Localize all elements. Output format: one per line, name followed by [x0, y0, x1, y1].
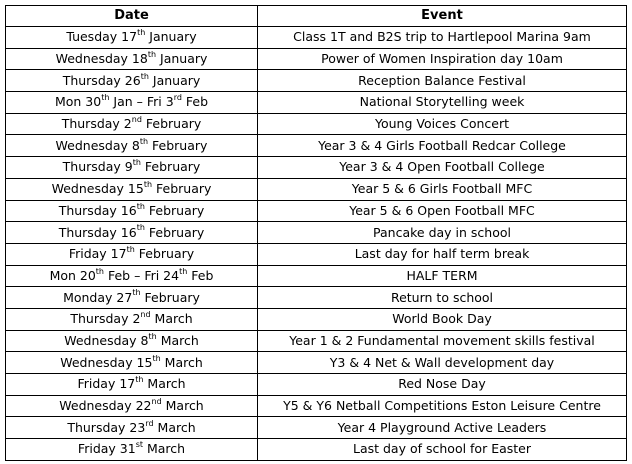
table-row — [6, 352, 627, 374]
table-row — [6, 417, 627, 439]
date-cell — [6, 27, 258, 49]
event-cell: National Storytelling week — [258, 92, 627, 114]
header-row — [6, 6, 627, 27]
event-cell: Year 1 & 2 Fundamental movement skills festival — [258, 330, 627, 352]
event-cell: Pancake day in school — [258, 222, 627, 244]
date-ordinal-suffix: th — [143, 180, 153, 189]
table-row — [6, 178, 627, 200]
date-text: March — [143, 441, 186, 457]
table-row — [6, 222, 627, 244]
date-text: Jan – Fri 3 — [109, 94, 174, 110]
date-text: Thursday 16 — [58, 224, 137, 240]
date-text: January — [156, 51, 208, 67]
date-ordinal-suffix: th — [139, 136, 149, 146]
event-column-header: Event — [258, 6, 627, 27]
table-row — [6, 135, 627, 157]
table-row — [6, 200, 627, 222]
date-ordinal-suffix: nd — [151, 396, 162, 406]
table-row — [6, 330, 627, 352]
event-cell: Red Nose Day — [258, 374, 627, 396]
date-text: Wednesday 15 — [51, 181, 144, 197]
event-cell: Young Voices Concert — [258, 113, 627, 135]
date-text: Thursday 23 — [67, 419, 146, 435]
date-text: Mon 20 — [49, 267, 96, 283]
date-text: March — [153, 419, 196, 435]
events-table — [5, 5, 627, 461]
date-text: Thursday 2 — [70, 311, 141, 327]
date-cell — [6, 48, 258, 70]
date-ordinal-suffix: th — [135, 375, 144, 385]
table-row — [6, 92, 627, 114]
table-row — [6, 27, 627, 49]
date-text: March — [161, 398, 204, 414]
date-cell — [6, 135, 258, 157]
date-text: February — [144, 202, 205, 218]
date-ordinal-suffix: th — [137, 28, 146, 38]
date-cell — [6, 417, 258, 439]
date-cell — [6, 395, 258, 417]
date-ordinal-suffix: th — [95, 266, 105, 276]
event-cell: Y5 & Y6 Netball Competitions Eston Leisure Centre — [258, 395, 627, 417]
date-cell — [6, 222, 258, 244]
table-row — [6, 113, 627, 135]
date-cell — [6, 330, 258, 352]
date-ordinal-suffix: nd — [131, 114, 142, 124]
date-ordinal-suffix: th — [101, 93, 110, 103]
date-text: February — [148, 137, 208, 153]
date-cell — [6, 439, 258, 461]
event-cell: Year 3 & 4 Open Football College — [258, 157, 627, 179]
date-text: Feb — [181, 94, 209, 110]
date-cell — [6, 243, 258, 265]
table-row — [6, 308, 627, 330]
date-ordinal-suffix: th — [132, 288, 141, 298]
event-cell: Last day of school for Easter — [258, 439, 627, 461]
event-cell: Y3 & 4 Net & Wall development day — [258, 352, 627, 374]
date-cell — [6, 374, 258, 396]
table-row — [6, 70, 627, 92]
event-cell: World Book Day — [258, 308, 627, 330]
date-ordinal-suffix: rd — [173, 93, 182, 103]
date-text: Feb – Fri 24 — [104, 267, 180, 283]
event-cell: Reception Balance Festival — [258, 70, 627, 92]
table-row — [6, 265, 627, 287]
date-text: Friday 17 — [77, 376, 136, 392]
date-text: March — [160, 354, 203, 370]
date-text: Thursday 2 — [61, 116, 132, 132]
date-cell — [6, 70, 258, 92]
date-ordinal-suffix: st — [135, 440, 143, 450]
table-row — [6, 287, 627, 309]
date-text: Friday 31 — [77, 441, 136, 457]
event-cell: Last day for half term break — [258, 243, 627, 265]
date-text: Thursday 26 — [62, 72, 141, 88]
event-cell: Year 3 & 4 Girls Football Redcar College — [258, 135, 627, 157]
event-cell: Power of Women Inspiration day 10am — [258, 48, 627, 70]
date-text: Friday 17 — [68, 246, 127, 262]
event-cell: Year 5 & 6 Girls Football MFC — [258, 178, 627, 200]
date-text: February — [141, 116, 202, 132]
date-cell — [6, 352, 258, 374]
date-ordinal-suffix: th — [132, 158, 141, 168]
date-text: March — [143, 376, 186, 392]
event-cell: Year 4 Playground Active Leaders — [258, 417, 627, 439]
date-cell — [6, 113, 258, 135]
date-ordinal-suffix: th — [136, 201, 145, 211]
date-ordinal-suffix: th — [152, 353, 161, 363]
date-ordinal-suffix: nd — [140, 310, 151, 320]
date-text: January — [145, 29, 197, 45]
date-text: Wednesday 8 — [64, 332, 149, 348]
date-text: Thursday 9 — [62, 159, 133, 175]
table-row — [6, 157, 627, 179]
date-text: Monday 27 — [63, 289, 133, 305]
table-row — [6, 243, 627, 265]
date-text: February — [140, 159, 201, 175]
event-cell: Return to school — [258, 287, 627, 309]
date-text: February — [152, 181, 212, 197]
date-text: Tuesday 17 — [66, 29, 138, 45]
date-text: March — [150, 311, 193, 327]
table-row — [6, 439, 627, 461]
date-cell — [6, 287, 258, 309]
date-text: February — [140, 289, 200, 305]
date-cell — [6, 157, 258, 179]
date-text: Wednesday 22 — [59, 398, 152, 414]
date-ordinal-suffix: th — [147, 49, 157, 59]
date-text: February — [144, 224, 205, 240]
date-ordinal-suffix: th — [140, 71, 149, 81]
date-text: Mon 30 — [54, 94, 102, 110]
date-ordinal-suffix: th — [136, 223, 145, 233]
date-text: Wednesday 8 — [55, 137, 140, 153]
date-cell — [6, 308, 258, 330]
event-cell: Class 1T and B2S trip to Hartlepool Marina 9am — [258, 27, 627, 49]
date-text: Feb — [187, 267, 214, 283]
date-ordinal-suffix: th — [148, 331, 157, 341]
date-column-header: Date — [6, 6, 258, 27]
date-cell — [6, 92, 258, 114]
table-row — [6, 374, 627, 396]
date-text: Thursday 16 — [58, 202, 137, 218]
date-ordinal-suffix: rd — [145, 418, 154, 428]
table-row — [6, 48, 627, 70]
date-cell — [6, 200, 258, 222]
date-text: February — [134, 246, 195, 262]
date-text: Wednesday 15 — [60, 354, 153, 370]
date-text: Wednesday 18 — [55, 51, 148, 67]
date-ordinal-suffix: th — [179, 266, 188, 276]
event-cell: HALF TERM — [258, 265, 627, 287]
event-cell: Year 5 & 6 Open Football MFC — [258, 200, 627, 222]
date-cell — [6, 178, 258, 200]
date-text: March — [156, 332, 199, 348]
table-body — [6, 27, 627, 461]
date-text: January — [148, 72, 201, 88]
table-row — [6, 395, 627, 417]
date-ordinal-suffix: th — [126, 245, 135, 255]
date-cell — [6, 265, 258, 287]
